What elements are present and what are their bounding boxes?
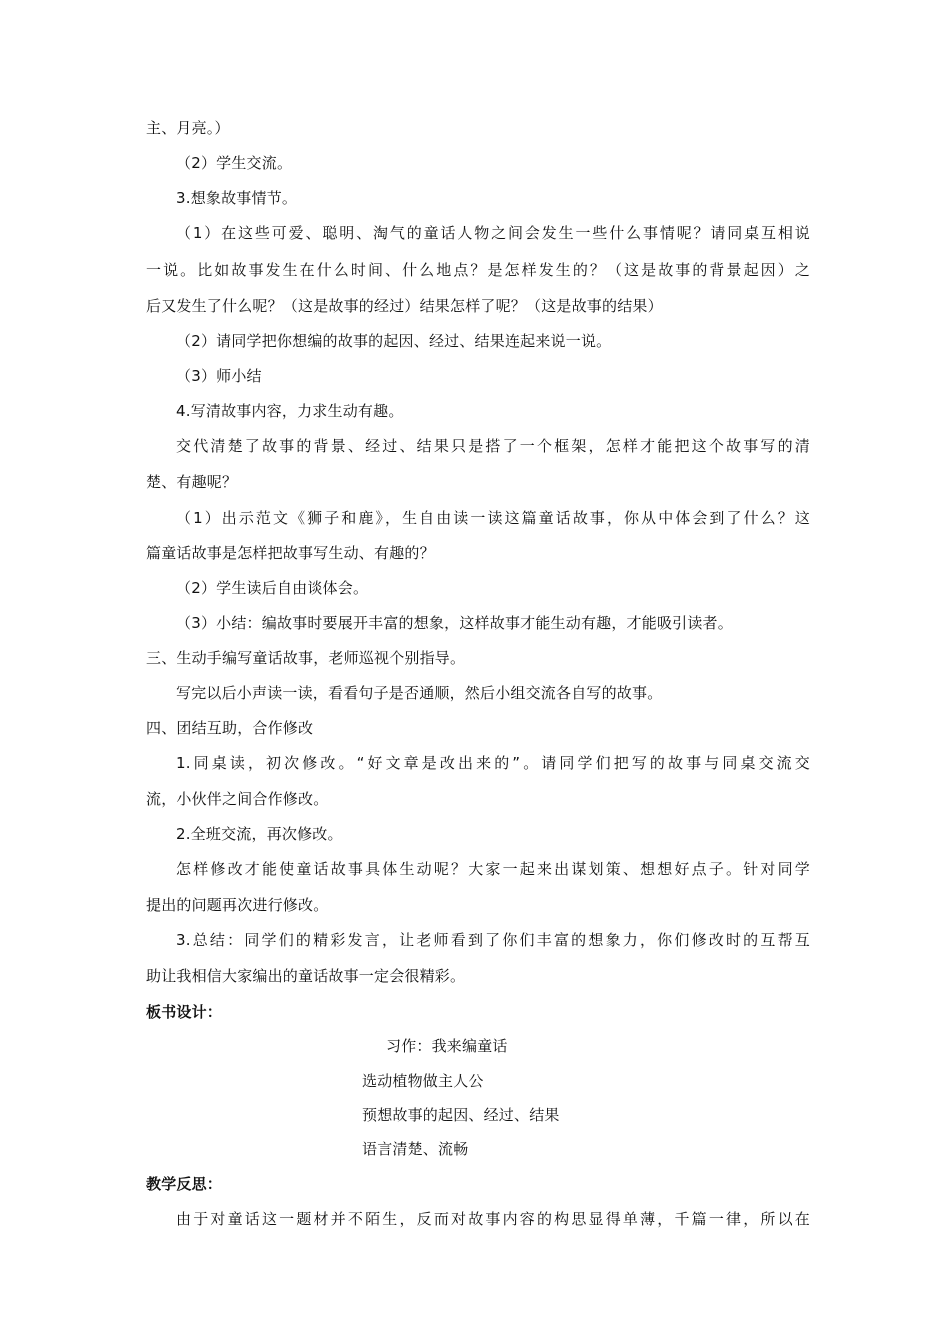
- reflection-text: 由于对童话这一题材并不陌生，反而对故事内容的构思显得单薄，千篇一律，所以在: [176, 1210, 810, 1228]
- text-line: 篇童话故事是怎样把故事写生动、有趣的？: [146, 544, 435, 562]
- text-line: 怎样修改才能使童话故事具体生动呢？大家一起来出谋划策、想想好点子。针对同学: [176, 860, 810, 878]
- board-item: 选动植物做主人公: [362, 1072, 484, 1090]
- text-line: 提出的问题再次进行修改。: [146, 896, 329, 914]
- section-heading: 四、团结互助，合作修改: [146, 719, 314, 737]
- board-item: 预想故事的起因、经过、结果: [362, 1106, 560, 1124]
- board-title: 习作：我来编童话: [386, 1037, 508, 1055]
- text-line: （1）出示范文《狮子和鹿》，生自由读一读这篇童话故事，你从中体会到了什么？这: [176, 509, 810, 527]
- text-line: （2）学生交流。: [176, 154, 293, 172]
- text-line: 后又发生了什么呢？（这是故事的经过）结果怎样了呢？（这是故事的结果）: [146, 297, 663, 315]
- text-line: 楚、有趣呢？: [146, 473, 238, 491]
- board-design-heading: 板书设计：: [146, 1003, 223, 1021]
- text-line: 主、月亮。）: [146, 119, 230, 137]
- text-line: （3）小结：编故事时要展开丰富的想象，这样故事才能生动有趣，才能吸引读者。: [176, 614, 733, 632]
- text-line: 一说。比如故事发生在什么时间、什么地点？是怎样发生的？（这是故事的背景起因）之: [146, 261, 810, 279]
- text-line: 流，小伙伴之间合作修改。: [146, 790, 329, 808]
- text-line: 1.同桌读，初次修改。“好文章是改出来的”。请同学们把写的故事与同桌交流交: [176, 754, 810, 772]
- text-line: 2.全班交流，再次修改。: [176, 825, 343, 843]
- text-line: （2）学生读后自由谈体会。: [176, 579, 369, 597]
- text-line: 写完以后小声读一读，看看句子是否通顺，然后小组交流各自写的故事。: [176, 684, 663, 702]
- board-item: 语言清楚、流畅: [362, 1140, 469, 1158]
- text-line: 助让我相信大家编出的童话故事一定会很精彩。: [146, 967, 466, 985]
- reflection-heading: 教学反思：: [146, 1175, 223, 1193]
- text-line: （1）在这些可爱、聪明、淘气的童话人物之间会发生一些什么事情呢？请同桌互相说: [176, 224, 810, 242]
- text-line: 3.总结：同学们的精彩发言，让老师看到了你们丰富的想象力，你们修改时的互帮互: [176, 931, 810, 949]
- text-line: （3）师小结: [176, 367, 262, 385]
- text-line: 4.写清故事内容，力求生动有趣。: [176, 402, 404, 420]
- text-line: 交代清楚了故事的背景、经过、结果只是搭了一个框架，怎样才能把这个故事写的清: [176, 437, 810, 455]
- text-line: （2）请同学把你想编的故事的起因、经过、结果连起来说一说。: [176, 332, 612, 350]
- text-line: 3.想象故事情节。: [176, 189, 298, 207]
- section-heading: 三、生动手编写童话故事，老师巡视个别指导。: [146, 649, 466, 667]
